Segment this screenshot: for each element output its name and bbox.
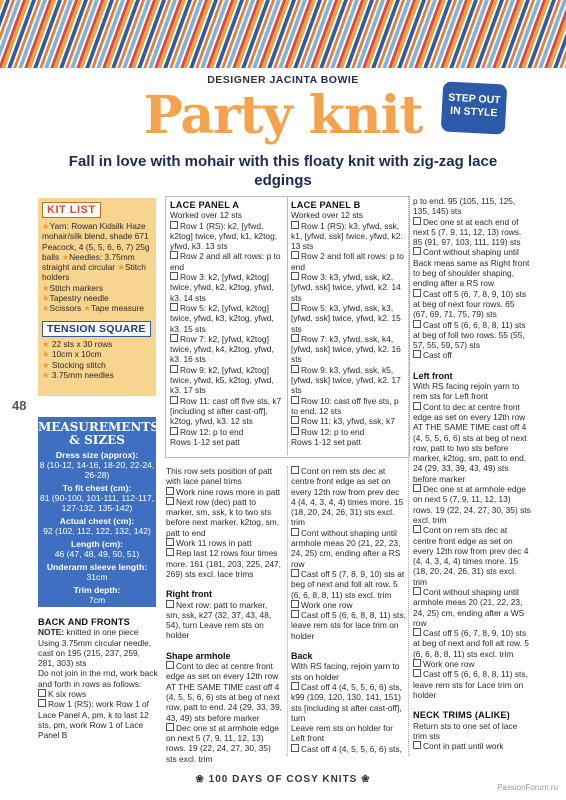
- instruction-line: Cast off: [423, 350, 452, 361]
- checkbox-icon: [170, 334, 178, 342]
- pattern-row: Row 11: k3, yfwd, ssk, k7: [301, 416, 395, 427]
- checkbox-icon: [413, 525, 421, 533]
- note-label: NOTE:: [38, 627, 65, 638]
- checkbox-icon: [291, 744, 299, 752]
- length-label: Length (cm):: [70, 539, 124, 549]
- instruction-line: Dec one st at each end of next 5 (7, 9, 11, 12, 13) rows. 85 (91, 97, 103, 111, 119) sts: [413, 216, 522, 248]
- instruction-line: Do not join in the rnd, work back and forth in rows as follows:: [38, 668, 158, 689]
- style-badge: [441, 81, 508, 134]
- star-icon: ★: [42, 282, 50, 293]
- lace-panel-b-intro: Worked over 12 sts: [291, 210, 363, 221]
- checkbox-icon: [291, 221, 299, 229]
- dress-size-label: Dress size (approx):: [55, 450, 139, 460]
- chest-value: 81 (90-100, 101-111, 112-117, 127-132, 135-142): [39, 493, 155, 513]
- badge-text: STEP OUT IN STYLE: [448, 91, 501, 120]
- instruction-line: Dec one st at armhole edge on next 5 (7, 9, 11, 12, 13) rows. 19 (22, 24, 27, 30, 35) sts excl. trim: [413, 484, 531, 525]
- page-title: Party knit: [143, 85, 423, 146]
- tension-items: [42, 339, 114, 380]
- pattern-row: Row 5: k2, [yfwd, k2tog] twice, yfwd, k3, k2tog, yfwd, k3. 15 sts: [170, 302, 274, 334]
- instruction-line: Dec one st at armhole edge on next 5 (7, 9, 11, 12, 13) rows. 19 (22, 24, 27, 30, 35) sts excl. trim: [166, 722, 279, 764]
- checkbox-icon: [291, 334, 299, 342]
- decorative-stripes: [0, 0, 566, 68]
- instruction-line: Work one row: [423, 659, 475, 670]
- column-divider: [287, 466, 288, 756]
- checkbox-icon: [170, 365, 178, 373]
- designer-name: JACINTA BOWIE: [269, 74, 359, 86]
- pattern-row: Row 1 (RS): k3, yfwd, ssk, k1, [yfwd, ssk] twice, yfwd, k2. 13 sts: [291, 220, 403, 252]
- kit-item: Tape measure: [91, 303, 145, 314]
- pattern-row: Row 9: k2, [yfwd, k2tog] twice, yfwd, k5, k2tog, yfwd, k3. 17 sts: [170, 364, 274, 396]
- checkbox-icon: [413, 741, 421, 749]
- tension-item: 3.75mm needles: [51, 369, 114, 380]
- left-front-section: [413, 196, 531, 751]
- right-front-heading: Right front: [166, 589, 212, 600]
- back-and-fronts-section: [38, 617, 158, 741]
- kit-item: Stitch holders: [42, 262, 146, 283]
- subtitle: Fall in love with mohair with this floaty knit with zig-zag lace edgings: [68, 153, 498, 189]
- instruction-line: Rep last 12 rows four times more. 161 (181, 203, 225, 247, 269) sts excl. lace trims: [166, 548, 282, 579]
- column-divider: [408, 196, 409, 756]
- sleeve-value: 31cm: [86, 572, 108, 582]
- lace-panel-a-heading: LACE PANEL A: [170, 200, 240, 210]
- kit-item: Tapestry needle: [49, 293, 109, 304]
- instruction-line: Cast off 5 (6, 6, 8, 8, 11) sts, leave rem sts for Lace trim on holder: [413, 669, 528, 700]
- checkbox-icon: [166, 548, 174, 556]
- checkbox-icon: [170, 221, 178, 229]
- instruction-line: Cont without shaping until Back meas same as Right front to beg of shoulder shaping, ending after a RS row: [413, 247, 530, 289]
- measurements-heading: [38, 420, 159, 447]
- checkbox-icon: [38, 699, 46, 707]
- pattern-row: Row 3: k2, [yfwd, k2tog] twice, yfwd, k2, k2tog, yfwd, k3. 14 sts: [170, 272, 274, 303]
- left-front-heading: Left front: [413, 370, 453, 381]
- checkbox-icon: [170, 251, 178, 259]
- checkbox-icon: [291, 466, 299, 474]
- instruction-line: p to end. 95 (105, 115, 125, 135, 145) sts: [413, 196, 516, 217]
- lace-panel-a-outro: Rows 1-12 set patt: [170, 436, 240, 447]
- footer-text: 100 DAYS OF COSY KNITS: [208, 774, 358, 785]
- lace-panel-b-heading: LACE PANEL B: [291, 200, 361, 210]
- kit-item: Stitch markers: [49, 282, 104, 293]
- instruction-line: K six rows: [48, 689, 87, 700]
- pattern-row: Row 10: cast off five sts, p to end. 12 sts: [291, 395, 399, 416]
- flower-icon: ❀: [357, 774, 371, 785]
- checkbox-icon: [291, 427, 299, 435]
- chest-label: To fit chest (cm):: [62, 483, 132, 493]
- trim-value: 7cm: [88, 595, 106, 605]
- pattern-row: Row 7: k2, [yfwd, k2tog] twice, yfwd, k4, k2tog, yfwd, k3. 16 sts: [170, 333, 274, 365]
- checkbox-icon: [291, 569, 299, 577]
- instruction-line: Cont to dec at centre front edge as set on every 12th row AT THE SAME TIME cast off 4 (4, 5, 5, 6, 6) sts at beg of next row, patt to end. 24 (29, 33, 39, 43, 49) sts before marker: [166, 661, 282, 723]
- checkbox-icon: [291, 416, 299, 424]
- instruction-line: Work 11 rows in patt: [176, 538, 252, 549]
- neck-trims-heading: NECK TRIMS (ALIKE): [413, 710, 511, 721]
- star-icon: ★: [42, 339, 52, 349]
- actual-chest-label: Actual chest (cm):: [59, 516, 135, 526]
- star-icon: ★: [42, 349, 52, 360]
- section-heading: BACK AND FRONTS: [38, 617, 130, 627]
- kit-list-items: [42, 221, 154, 314]
- checkbox-icon: [413, 247, 421, 255]
- checkbox-icon: [166, 487, 174, 495]
- kit-item: Scissors: [49, 303, 82, 314]
- instruction-line: Cast off 5 (6, 7, 8, 9, 10) sts at beg of next and foll alt row. 5 (6, 6, 8, 8, 11) sts excl. trim: [413, 628, 529, 659]
- kit-item: Yarn: Rowan Kidsilk Haze mohair/silk blend, shade 671 Peacock, 4 (5, 5, 6, 6, 7) 25g balls: [42, 221, 150, 262]
- pattern-row: Row 5: k3, yfwd, ssk, k3, [yfwd, ssk] twice, yfwd, k2. 15 sts: [291, 302, 401, 334]
- checkbox-icon: [166, 723, 174, 731]
- star-icon: ★: [83, 303, 92, 314]
- checkbox-icon: [413, 320, 421, 328]
- checkbox-icon: [413, 659, 421, 667]
- checkbox-icon: [291, 365, 299, 373]
- instruction-line: Cast off 5 (6, 6, 8, 8, 11) sts at beg of foll two rows. 55 (55, 57, 55, 59, 57) sts: [413, 319, 526, 351]
- sleeve-label: Underarm sleeve length:: [46, 562, 148, 572]
- star-icon: ★: [42, 369, 52, 380]
- lace-panels-divider: [287, 197, 288, 455]
- checkbox-icon: [413, 350, 421, 358]
- lace-panel-b-outro: Rows 1-12 set patt: [291, 436, 361, 447]
- pattern-row: Row 11: cast off five sts, k7 [including st after cast-off], k2tog, yfwd, k3. 12 sts: [170, 395, 282, 427]
- instruction-line: Cast off 4 (4, 5, 5, 6, 6) sts, k99 (109, 120, 130, 141, 151) sts [including st after cast-off], turn: [291, 681, 402, 723]
- star-icon: ★: [42, 359, 52, 370]
- checkbox-icon: [170, 427, 178, 435]
- designer-label: DESIGNER: [207, 74, 267, 86]
- instruction-line: Cont on rem sts dec at centre front edge as set on every 12th row from prev dec 4 (4, 4, 3, 4, 4) times more. 15 (18, 20, 24, 26, 31) sts excl. trim: [413, 525, 529, 587]
- checkbox-icon: [170, 303, 178, 311]
- instruction-line: Row 1 (RS): work Row 1 of Lace Panel A, pm, k to last 12 sts, pm, work Row 1 of Lace Panel B: [38, 699, 149, 741]
- star-icon: ★: [42, 221, 50, 231]
- checkbox-icon: [291, 610, 299, 618]
- star-icon: ★: [117, 262, 125, 273]
- pattern-row: Row 1 (RS): k2, [yfwd, k2tog] twice, yfwd, k1, k2tog, yfwd, k3. 13 sts: [170, 220, 278, 252]
- instruction-line: Cont to dec at centre front edge as set on every 12th row AT THE SAME TIME cast off 4 (4, 5, 5, 6, 6) sts at beg of next row, patt to two sts before marker, k2tog, sm, patt to end. 24 (29, 33, 39, 43, 49) sts before marker: [413, 401, 527, 484]
- measurements-heading-line2: & SIZES: [69, 433, 125, 447]
- dress-size-value: 8 (10-12, 14-16, 18-20, 22-24, 26-28): [39, 460, 155, 480]
- instruction-line: Cast off 5 (6, 6, 8, 8, 11) sts, leave rem sts for lace trim on holder: [291, 610, 406, 641]
- trim-label: Trim depth:: [73, 585, 121, 595]
- lace-panel-a: [170, 200, 283, 447]
- tension-item: 10cm x 10cm: [51, 349, 102, 360]
- instruction-line: Cast off 4 (4, 5, 5, 6, 6) sts,: [301, 743, 402, 754]
- page-number: 48: [12, 398, 27, 413]
- pattern-row: Row 9: k3, yfwd, ssk, k5, [yfwd, ssk] twice, yfwd, k2. 17 sts: [291, 364, 401, 396]
- instruction-line: This row sets position of patt with lace panel trims: [166, 466, 273, 487]
- star-icon: ★: [42, 293, 50, 304]
- star-icon: ★: [61, 251, 70, 262]
- checkbox-icon: [413, 289, 421, 297]
- pattern-row: Row 12: p to end: [301, 426, 365, 437]
- checkbox-icon: [166, 661, 174, 669]
- instruction-line: Cont on rem sts dec at centre front edge as set on every 12th row from prev dec 4 (4, 4, 3, 4, 4) times more. 15 (18, 20, 24, 26, 31) sts excl. trim: [291, 466, 404, 528]
- instruction-line: Next row (dec) patt to marker, sm, ssk, k to two sts before next marker, k2tog, sm, patt to end: [166, 496, 280, 538]
- flower-icon: ❀: [195, 774, 209, 785]
- instruction-line: With RS facing rejoin yarn to rem sts for Left front: [413, 381, 520, 402]
- right-front-section: [166, 466, 283, 764]
- instruction-line: Cont without shaping until armhole meas 20 (21, 22, 23, 24, 25) cm, ending after a RS row: [291, 527, 401, 569]
- instruction-line: Cont without shaping until armhole meas 20 (21, 22, 23, 24, 25) cm, ending after a WS row: [413, 586, 525, 628]
- checkbox-icon: [291, 528, 299, 536]
- checkbox-icon: [291, 251, 299, 259]
- measurements-heading-line1: MEASUREMENTS: [38, 420, 159, 434]
- checkbox-icon: [38, 689, 46, 697]
- note-text: knitted in one piece: [66, 627, 139, 638]
- checkbox-icon: [170, 396, 178, 404]
- checkbox-icon: [413, 402, 421, 410]
- checkbox-icon: [413, 669, 421, 677]
- instruction-line: With RS facing, rejoin yarn to sts on holder: [291, 661, 400, 682]
- checkbox-icon: [413, 628, 421, 636]
- instruction-line: Leave rem sts on holder for Left front: [291, 723, 393, 744]
- checkbox-icon: [166, 497, 174, 505]
- checkbox-icon: [170, 272, 178, 280]
- checkbox-icon: [291, 682, 299, 690]
- star-icon: ★: [42, 303, 50, 314]
- length-value: 46 (47, 48, 49, 50, 51): [54, 549, 140, 559]
- checkbox-icon: [413, 217, 421, 225]
- back-section: [291, 466, 406, 754]
- checkbox-icon: [291, 396, 299, 404]
- instruction-line: Cast off 5 (6, 7, 8, 9, 10) sts at beg of next four rows. 65 (67, 69, 71, 75, 79) sts: [413, 288, 527, 320]
- instruction-line: Cont in patt until work: [423, 741, 504, 752]
- instruction-line: Using 3.75mm circular needle, cast on 195 (215, 237, 259, 281, 303) sts: [38, 637, 152, 669]
- checkbox-icon: [291, 303, 299, 311]
- pattern-row: Row 2 and foll alt rows: p to end: [291, 251, 404, 272]
- checkbox-icon: [413, 587, 421, 595]
- shape-armhole-heading: Shape armhole: [166, 650, 231, 661]
- instruction-line: Work one row: [301, 599, 353, 610]
- checkbox-icon: [413, 484, 421, 492]
- instruction-line: Return sts to one set of lace trim sts: [413, 720, 518, 741]
- lace-panel-b: [291, 200, 405, 447]
- tension-heading: TENSION SQUARE: [42, 321, 151, 337]
- tension-item: Stocking stitch: [51, 359, 106, 370]
- checkbox-icon: [291, 600, 299, 608]
- checkbox-icon: [166, 600, 174, 608]
- kit-list-heading: KIT LIST: [42, 202, 101, 218]
- pattern-row: Row 2 and all alt rows: p to end: [170, 251, 281, 272]
- watermark: PassionForum.ru: [497, 783, 558, 792]
- pattern-row: Row 7: k3, yfwd, ssk, k4, [yfwd, ssk] twice, yfwd, k2. 16 sts: [291, 333, 401, 365]
- checkbox-icon: [291, 272, 299, 280]
- lace-panel-a-intro: Worked over 12 sts: [170, 210, 242, 221]
- back-heading: Back: [291, 651, 313, 662]
- tension-item: 22 sts x 30 rows: [51, 339, 113, 349]
- measurements-box: [38, 417, 159, 607]
- instruction-line: Work nine rows more in patt: [176, 486, 281, 497]
- pattern-row: Row 3: k3, yfwd, ssk, k2, [yfwd, ssk] twice, yfwd, k2. 14 sts: [291, 272, 401, 303]
- checkbox-icon: [166, 538, 174, 546]
- page-footer: [0, 774, 566, 785]
- instruction-line: Next row: patt to marker, sm, ssk, k27 (32, 37, 43, 48, 54), turn Leave rem sts on holder: [166, 599, 272, 641]
- pattern-row: Row 12: p to end: [180, 426, 244, 437]
- actual-chest-value: 92 (102, 112, 122, 132, 142): [43, 526, 151, 536]
- instruction-line: Cast off 5 (7, 8, 9, 10) sts at beg of next and foll alt row. 5 (6, 6, 8, 8, 11) sts excl. trim: [291, 568, 405, 600]
- kit-item: Needles: 3.75mm straight and circular: [42, 251, 135, 273]
